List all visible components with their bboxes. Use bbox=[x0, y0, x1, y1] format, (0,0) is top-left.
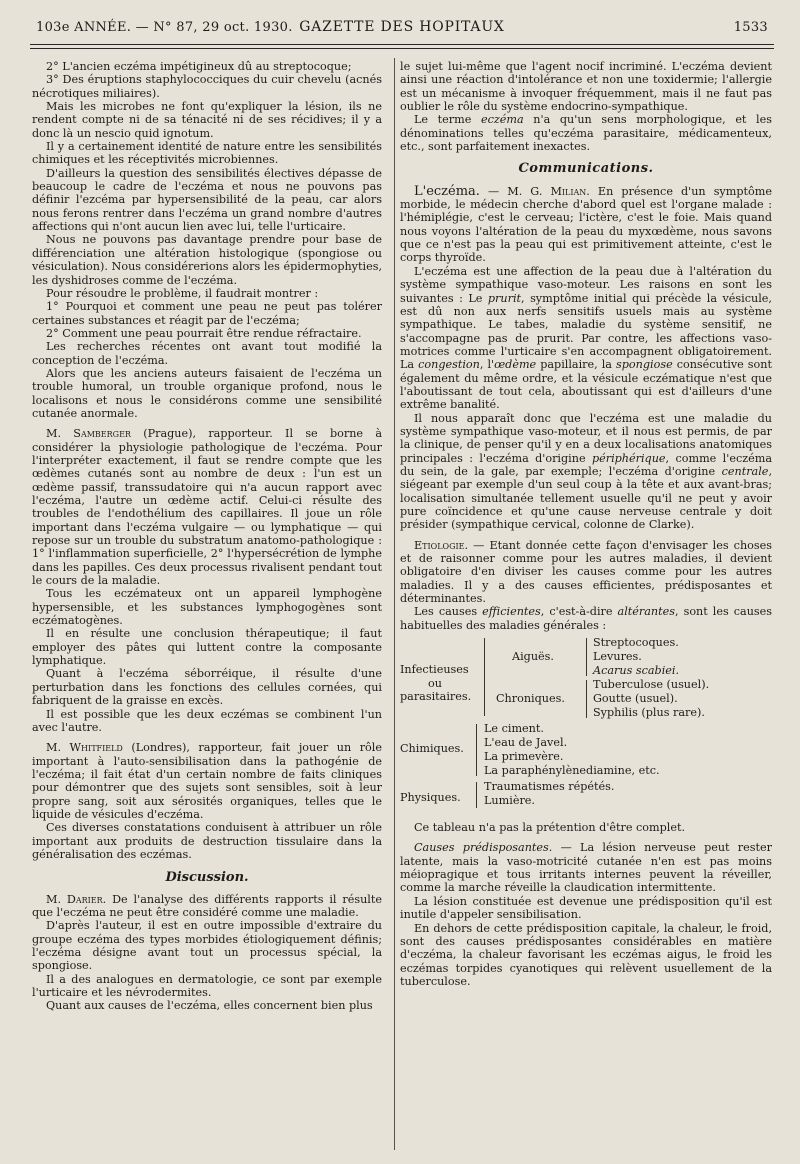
speaker-name: M. Samberger bbox=[46, 427, 131, 441]
cause-item: Lumière. bbox=[484, 794, 535, 808]
group-label-infectious: Infectieuses bbox=[400, 663, 469, 677]
paragraph-milian: L'eczéma. — M. G. Milian. En présence d'un symptôme morbide, le médecin cherche d'abord quel est l'organe malade : l'hémiplégie, c'est le cerveau; l'ictère, c'est le foie. Mais quand nous voyons l'altération de la peau du myxœdème, nous savons que ce n'est pas la peau qui est primitivement atteinte, c'est le corps thyroïde. bbox=[400, 183, 772, 265]
paragraph: Le terme eczéma n'a qu'un sens morphologique, et les dénominations telles qu'eczéma parasitaire, médicamenteux, etc., sont parfaitement inexactes. bbox=[400, 113, 772, 154]
paragraph-samberger: M. Samberger (Prague), rapporteur. Il se borne à considérer la physiologie pathologique de l'eczéma. Pour l'interpréter exactement, il faut se rendre compte que les œdèmes cutanés sont au nombre de deux : l'un est un œdème passif, transsudatoire qui n'a aucun rapport avec l'eczéma, l'autre un œdème actif. Celui-ci résulte des troubles de l'endothélium des capillaires. Il joue un rôle important dans l'eczéma vulgaire — ou lymphatique — qui repose sur un trouble du substratum anatomo-pathologique : 1° l'inflammation superficielle, 2° l'hypersécrétion de lymphe dans les papilles. Ces deux processus rivalisent pendant tout le cours de la maladie. bbox=[32, 427, 382, 588]
paragraph: La lésion constituée est devenue une prédisposition qu'il est inutile d'appeler sensibilisation. bbox=[400, 894, 772, 922]
paragraph: Il est possible que les deux eczémas se combinent l'un avec l'autre. bbox=[32, 707, 382, 734]
speaker-name: M. Whitfield bbox=[46, 741, 123, 755]
brace-acute bbox=[586, 638, 587, 676]
cause-item: Levures. bbox=[593, 650, 642, 664]
paragraph: Mais les microbes ne font qu'expliquer la lésion, ils ne rendent compte ni de sa ténacité ni de ses récidives; il y a donc là un nescio quid ignotum. bbox=[32, 100, 382, 140]
section-label: Etiologie. bbox=[414, 538, 469, 552]
cause-item: Traumatismes répétés. bbox=[484, 780, 615, 794]
causes-table bbox=[400, 636, 772, 818]
paragraph: Il y a certainement identité de nature entre les sensibilités chimiques et les réceptivités microbiennes. bbox=[32, 140, 382, 167]
cause-item: Goutte (usuel). bbox=[593, 692, 678, 706]
paragraph: Il en résulte une conclusion thérapeutique; il faut employer des pâtes qui luttent contre la composante lymphatique. bbox=[32, 627, 382, 668]
cause-item: Tuberculose (usuel). bbox=[593, 678, 710, 692]
paragraph: Nous ne pouvons pas davantage prendre pour base de différenciation une altération histologique (spongiose ou vésiculation). Nous considérerions alors les épidermophyties, les dyshidroses comme de l'eczéma. bbox=[32, 233, 382, 287]
paragraph: Ces diverses constatations conduisent à attribuer un rôle important aux produits de destruction tissulaire dans la généralisation des eczémas. bbox=[32, 821, 382, 861]
journal-title: GAZETTE DES HOPITAUX bbox=[299, 19, 505, 35]
paragraph-etiologie: Etiologie. — Etant donnée cette façon d'envisager les choses et de raisonner comme pour les autres maladies, il devient obligatoire d'en diviser les causes comme pour les autres maladies. Il y a des causes efficientes, prédisposantes et déterminantes. bbox=[400, 538, 772, 606]
paragraph: Quant à l'eczéma séborréique, il résulte d'une perturbation dans les fonctions des cellules cornées, qui fabriquent de la graisse en excès. bbox=[32, 667, 382, 708]
paragraph: L'eczéma est une affection de la peau due à l'altération du système sympathique vaso-moteur. Les raisons en sont les suivantes : Le prurit, symptôme initial qui précède la vésicule, est dû non aux nerfs sensitifs usuels mais au système sympathique. Le tabes, maladie du système sensitif, ne s'accompagne pas de prurit. Par contre, les affections vaso-motrices comme l'urticaire s'en accompagnent obligatoirement. La congestion, l'œdème papillaire, la spongiose consécutive sont également du même ordre, et la vésicule eczématique n'est que l'aboutissant de tout cela, aboutissant qui est d'ailleurs d'une extrême banalité. bbox=[400, 264, 772, 412]
paragraph: Quant aux causes de l'eczéma, elles concernent bien plus bbox=[46, 999, 373, 1013]
running-header bbox=[30, 14, 774, 40]
group-label-infectious-or: ou bbox=[428, 677, 442, 691]
chemical-label: Chimiques. bbox=[400, 742, 464, 756]
paragraph-predisposing: Causes prédisposantes. — La lésion nerveuse peut rester latente, mais la vaso-motricité cutanée n'en est pas moins méiopragique et tous irritants internes peuvent la réveiller, comme la marche réveille la claudication intermittente. bbox=[400, 841, 772, 895]
acute-label: Aiguës. bbox=[512, 650, 554, 664]
paragraph: Il a des analogues en dermatologie, ce sont par exemple l'urticaire et les névrodermites. bbox=[32, 972, 382, 1000]
column-divider bbox=[394, 58, 395, 1150]
brace-chronic bbox=[586, 680, 587, 718]
issue-info: 103e ANNÉE. — N° 87, 29 oct. 1930. bbox=[36, 20, 293, 35]
cause-item: La primevère. bbox=[484, 750, 564, 764]
cause-item: Syphilis (plus rare). bbox=[593, 706, 705, 720]
paragraph: Tous les eczémateux ont un appareil lymphogène hypersensible, et les substances lymphogogènes sont eczématogènes. bbox=[32, 587, 382, 628]
group-label-parasitic: parasitaires. bbox=[400, 690, 472, 704]
header-rule-double bbox=[30, 48, 774, 49]
header-rule bbox=[30, 44, 774, 45]
speaker-name: — M. G. Milian. bbox=[479, 184, 590, 198]
paragraph: D'après l'auteur, il est en outre impossible d'extraire du groupe eczéma des types morbides étiologiquement définis; l'eczéma désigne avant tout un processus spécial, la spongiose. bbox=[32, 919, 382, 973]
brace-physical bbox=[476, 782, 477, 808]
paragraph-whitfield: M. Whitfield (Londres), rapporteur, fait jouer un rôle important à l'auto-sensibilisation dans la pathogénie de l'eczéma; il fait état d'un certain nombre de faits cliniques pour démontrer que des sujets sont sensibles, soit à leur propre sang, soit aux sérosités organiques, telles que le liquide de vésicules d'eczéma. bbox=[32, 741, 382, 821]
left-column bbox=[32, 60, 382, 1158]
paragraph-darier: M. Darier. De l'analyse des différents rapports il résulte que l'eczéma ne peut être considéré comme une maladie. bbox=[32, 892, 382, 919]
speaker-name: M. Darier bbox=[46, 892, 103, 906]
cause-item: La paraphénylènediamine, etc. bbox=[484, 764, 660, 778]
paragraph: En dehors de cette prédisposition capitale, la chaleur, le froid, sont des causes prédisposantes considérables en matière d'eczéma, la chaleur favorisant les eczémas aigus, le froid les eczémas torpides cyanotiques qui relèvent usuellement de la tuberculose. bbox=[400, 921, 772, 988]
chronic-label: Chroniques. bbox=[496, 692, 565, 706]
paragraph: Pour résoudre le problème, il faudrait montrer : bbox=[46, 286, 319, 300]
physical-label: Physiques. bbox=[400, 791, 461, 805]
paragraph: Il nous apparaît donc que l'eczéma est une maladie du système sympathique vaso-moteur, et il nous est permis, de par la clinique, de penser qu'il y en a deux localisations anatomiques principales : l'eczéma d'origine périphérique, comme l'eczéma du sein, de la gale, par exemple; l'eczéma d'origine centrale, siégeant par exemple d'un seul coup à la tête et aux avant-bras; localisation simultanée tellement usuelle qu'il ne peut y avoir pure coïncidence et qu'une cause nerveuse centrale y doit présider (sympathique cervical, colonne de Clarke). bbox=[400, 411, 772, 532]
cause-item: Acarus scabiei. bbox=[593, 664, 680, 678]
section-label: Causes prédisposantes. bbox=[414, 841, 553, 855]
paragraph: Ce tableau n'a pas la prétention d'être complet. bbox=[414, 821, 686, 835]
paragraph: Alors que les anciens auteurs faisaient de l'eczéma un trouble humoral, un trouble organique profond, nous le localisons et nous le considérons comme une sensibilité cutanée anormale. bbox=[32, 366, 382, 420]
right-column bbox=[400, 60, 772, 1158]
section-heading-discussion: Discussion. bbox=[165, 870, 249, 886]
article-title: L'eczéma. bbox=[414, 183, 480, 199]
cause-item: Le ciment. bbox=[484, 722, 544, 736]
paragraph: 1° Pourquoi et comment une peau ne peut pas tolérer certaines substances et réagit par de l'eczéma; bbox=[32, 300, 382, 327]
cause-item: Streptocoques. bbox=[593, 636, 679, 650]
paragraph: 2° Comment une peau pourrait être rendue réfractaire. bbox=[46, 326, 362, 340]
page-number: 1533 bbox=[733, 20, 768, 35]
cause-item: L'eau de Javel. bbox=[484, 736, 568, 750]
paragraph: 2° L'ancien eczéma impétigineux dû au streptocoque; bbox=[46, 60, 352, 73]
paragraph: Les recherches récentes ont avant tout modifié la conception de l'eczéma. bbox=[32, 340, 382, 367]
paragraph: 3° Des éruptions staphylococciques du cuir chevelu (acnés nécrotiques miliaires). bbox=[32, 73, 382, 100]
paragraph: Les causes efficientes, c'est-à-dire altérantes, sont les causes habituelles des maladies générales : bbox=[400, 605, 772, 632]
paragraph: D'ailleurs la question des sensibilités électives dépasse de beaucoup le cadre de l'eczéma et nous ne pouvons pas définir l'ezcéma par hypersensibilité de la peau, car alors nous ferons rentrer dans l'eczéma un grand nombre d'autres affections qui n'ont aucun lien avec lui, telle l'urticaire. bbox=[32, 166, 382, 234]
section-heading-communications: Communications. bbox=[518, 161, 654, 177]
brace-chemical bbox=[476, 724, 477, 776]
brace-group1 bbox=[484, 638, 485, 716]
paragraph: le sujet lui-même que l'agent nocif incriminé. L'eczéma devient ainsi une réaction d'intolérance et non une toxidermie; l'allergie est un mécanisme à invoquer fréquemment, mais il ne faut pas oublier le rôle du système endocrino-sympathique. bbox=[400, 60, 772, 114]
